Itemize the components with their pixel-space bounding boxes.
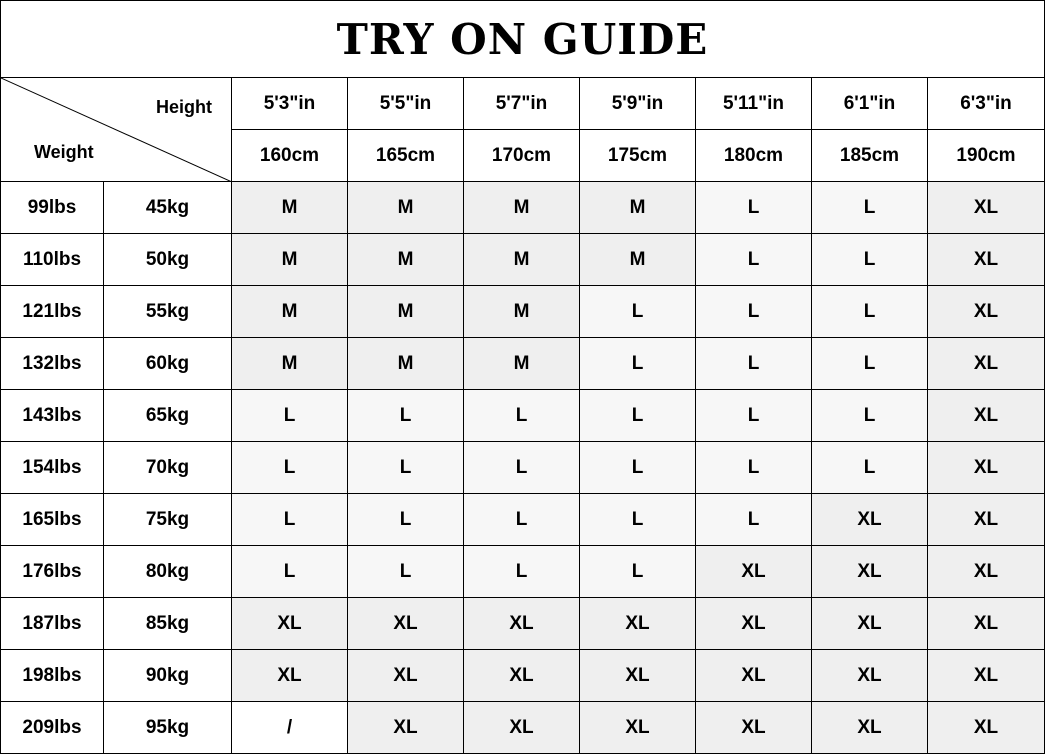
weight-lbs-cell: 165lbs: [1, 494, 104, 546]
size-cell: M: [348, 234, 464, 286]
size-cell: L: [580, 338, 696, 390]
size-cell: M: [348, 182, 464, 234]
page-title: TRY ON GUIDE: [0, 0, 1045, 77]
size-cell: L: [580, 494, 696, 546]
size-cell: L: [812, 182, 928, 234]
size-cell: L: [696, 338, 812, 390]
size-cell: XL: [812, 650, 928, 702]
size-cell: XL: [928, 494, 1045, 546]
size-cell: L: [812, 234, 928, 286]
size-cell: L: [464, 442, 580, 494]
header-row-feet: [1, 78, 1045, 130]
size-cell: M: [232, 286, 348, 338]
weight-kg-cell: 90kg: [104, 650, 232, 702]
table-row: [1, 598, 1045, 650]
size-cell: XL: [928, 546, 1045, 598]
weight-lbs-cell: 198lbs: [1, 650, 104, 702]
size-cell: XL: [580, 598, 696, 650]
size-cell: L: [580, 546, 696, 598]
height-ft-header: 5'3"in: [232, 78, 348, 130]
size-cell: M: [464, 182, 580, 234]
size-cell: XL: [696, 702, 812, 754]
size-cell: L: [232, 390, 348, 442]
size-cell: L: [348, 390, 464, 442]
size-cell: M: [232, 338, 348, 390]
size-cell: /: [232, 702, 348, 754]
weight-kg-cell: 45kg: [104, 182, 232, 234]
size-cell: L: [464, 390, 580, 442]
corner-cell: [1, 78, 232, 182]
table-row: [1, 338, 1045, 390]
weight-kg-cell: 85kg: [104, 598, 232, 650]
size-cell: L: [812, 442, 928, 494]
height-ft-header: 5'7"in: [464, 78, 580, 130]
weight-kg-cell: 55kg: [104, 286, 232, 338]
size-cell: L: [812, 286, 928, 338]
weight-lbs-cell: 121lbs: [1, 286, 104, 338]
size-cell: XL: [928, 650, 1045, 702]
size-cell: L: [580, 390, 696, 442]
size-cell: XL: [464, 702, 580, 754]
size-cell: XL: [464, 598, 580, 650]
weight-lbs-cell: 187lbs: [1, 598, 104, 650]
size-cell: XL: [928, 182, 1045, 234]
table-row: [1, 650, 1045, 702]
height-ft-header: 6'3"in: [928, 78, 1045, 130]
size-cell: L: [696, 286, 812, 338]
size-cell: XL: [348, 598, 464, 650]
height-ft-header: 5'5"in: [348, 78, 464, 130]
weight-lbs-cell: 110lbs: [1, 234, 104, 286]
size-cell: M: [232, 234, 348, 286]
size-cell: XL: [928, 702, 1045, 754]
weight-kg-cell: 60kg: [104, 338, 232, 390]
height-ft-header: 6'1"in: [812, 78, 928, 130]
size-cell: XL: [696, 598, 812, 650]
size-cell: XL: [696, 650, 812, 702]
size-cell: XL: [696, 546, 812, 598]
table-row: [1, 182, 1045, 234]
size-cell: XL: [232, 650, 348, 702]
height-ft-header: 5'9"in: [580, 78, 696, 130]
weight-lbs-cell: 209lbs: [1, 702, 104, 754]
weight-lbs-cell: 99lbs: [1, 182, 104, 234]
size-cell: L: [812, 390, 928, 442]
size-cell: L: [812, 338, 928, 390]
size-cell: XL: [928, 442, 1045, 494]
table-row: [1, 442, 1045, 494]
weight-lbs-cell: 176lbs: [1, 546, 104, 598]
weight-label: Weight: [34, 142, 94, 162]
height-label: Height: [156, 97, 212, 117]
size-cell: L: [696, 494, 812, 546]
weight-kg-cell: 50kg: [104, 234, 232, 286]
diagonal-divider: [1, 78, 232, 182]
size-cell: XL: [928, 338, 1045, 390]
table-row: [1, 390, 1045, 442]
size-cell: L: [696, 442, 812, 494]
size-cell: XL: [232, 598, 348, 650]
size-cell: L: [232, 494, 348, 546]
size-cell: XL: [464, 650, 580, 702]
size-cell: XL: [580, 650, 696, 702]
height-cm-header: 190cm: [928, 130, 1045, 182]
height-cm-header: 170cm: [464, 130, 580, 182]
size-cell: M: [464, 338, 580, 390]
size-cell: L: [464, 546, 580, 598]
size-cell: XL: [812, 702, 928, 754]
size-cell: M: [348, 338, 464, 390]
height-ft-header: 5'11"in: [696, 78, 812, 130]
size-cell: XL: [928, 390, 1045, 442]
size-cell: L: [348, 442, 464, 494]
size-cell: L: [580, 442, 696, 494]
size-table: [0, 77, 1045, 754]
size-cell: M: [464, 234, 580, 286]
table-row: [1, 702, 1045, 754]
size-cell: L: [232, 546, 348, 598]
table-row: [1, 494, 1045, 546]
size-cell: XL: [928, 286, 1045, 338]
size-cell: L: [696, 390, 812, 442]
table-row: [1, 286, 1045, 338]
weight-kg-cell: 75kg: [104, 494, 232, 546]
size-cell: M: [348, 286, 464, 338]
size-cell: L: [348, 494, 464, 546]
height-cm-header: 185cm: [812, 130, 928, 182]
height-cm-header: 165cm: [348, 130, 464, 182]
table-row: [1, 546, 1045, 598]
size-cell: L: [232, 442, 348, 494]
height-cm-header: 175cm: [580, 130, 696, 182]
size-cell: XL: [812, 494, 928, 546]
weight-lbs-cell: 143lbs: [1, 390, 104, 442]
size-cell: XL: [812, 598, 928, 650]
size-cell: M: [464, 286, 580, 338]
size-cell: XL: [348, 650, 464, 702]
size-cell: M: [232, 182, 348, 234]
size-cell: XL: [812, 546, 928, 598]
size-cell: M: [580, 182, 696, 234]
size-cell: L: [348, 546, 464, 598]
size-cell: L: [464, 494, 580, 546]
size-cell: M: [580, 234, 696, 286]
weight-kg-cell: 95kg: [104, 702, 232, 754]
size-cell: XL: [928, 234, 1045, 286]
weight-lbs-cell: 154lbs: [1, 442, 104, 494]
table-row: [1, 234, 1045, 286]
size-cell: L: [580, 286, 696, 338]
weight-kg-cell: 80kg: [104, 546, 232, 598]
size-cell: L: [696, 182, 812, 234]
height-cm-header: 160cm: [232, 130, 348, 182]
weight-kg-cell: 70kg: [104, 442, 232, 494]
height-cm-header: 180cm: [696, 130, 812, 182]
weight-lbs-cell: 132lbs: [1, 338, 104, 390]
size-cell: L: [696, 234, 812, 286]
size-cell: XL: [580, 702, 696, 754]
weight-kg-cell: 65kg: [104, 390, 232, 442]
size-cell: XL: [928, 598, 1045, 650]
size-cell: XL: [348, 702, 464, 754]
